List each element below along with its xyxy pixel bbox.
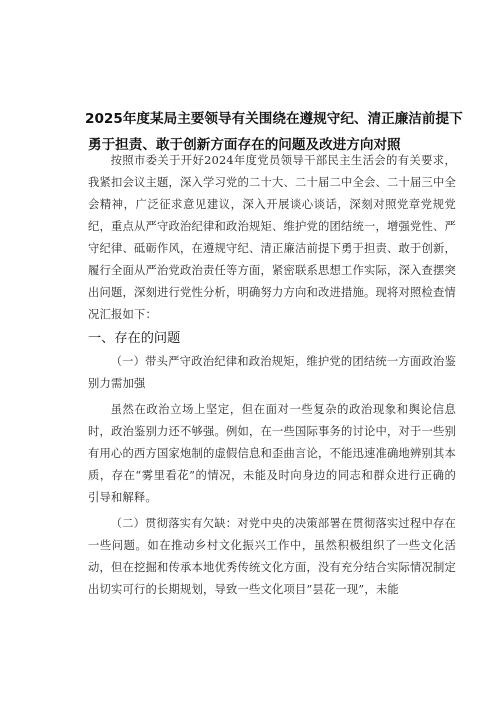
item-1-body: 虽然在政治立场上坚定，但在面对一些复杂的政治现象和舆论信息时，政治鉴别力还不够强。例如，在一些国际事务的讨论中，对于一些别有用心的西方国家炮制的虚假信息和歪曲言论，不能迅速准确地辨别其本质，存在“雾里看花”的情况，未能及时向身边的同志和群众进行正确的引导和解释。 <box>88 403 456 504</box>
item-1-heading: （一）带头严守政治纪律和政治规矩，维护党的团结统一方面政治鉴别力需加强 <box>88 355 456 390</box>
item-2-body: （二）贯彻落实有欠缺：对党中央的决策部署在贯彻落实过程中存在一些问题。如在推动乡村文化振兴工作中，虽然积极组织了一些文化活动，但在挖掘和传承本地优秀传统文化方面，没有充分结合实际情况制定出切实可行的长期规划，导致一些文化项目”昙花一现”，未能 <box>88 517 456 596</box>
document-title-line-2: 勇于担责、敢于创新方面存在的问题及改进方向对照 <box>88 137 401 153</box>
intro-paragraph: 按照市委关于开好2024年度党员领导干部民主生活会的有关要求，我紧扣会议主题，深入学习党的二十大、二十届二中全会、二十届三中全会精神，广泛征求意见建议，深入开展谈心谈话，深刻对照党章党规党纪，重点从严守政治纪律和政治规矩、维护党的团结统一，增强党性、严守纪律、砥砺作风，在遵规守纪、清正廉洁前提下勇于担责、敢于创新，履行全面从严治党政治责任等方面，紧密联系思想工作实际，深入查摆突出问题，深刻进行党性分析，明确努力方向和改进措施。现将对照检查情况汇报如下： <box>88 154 456 321</box>
document-body <box>88 150 456 601</box>
section-heading-problems: 一、存在的问题 <box>88 331 181 346</box>
document-title-line-1: 2025年度某局主要领导有关围绕在遵规守纪、清正廉洁前提下 <box>85 111 463 127</box>
